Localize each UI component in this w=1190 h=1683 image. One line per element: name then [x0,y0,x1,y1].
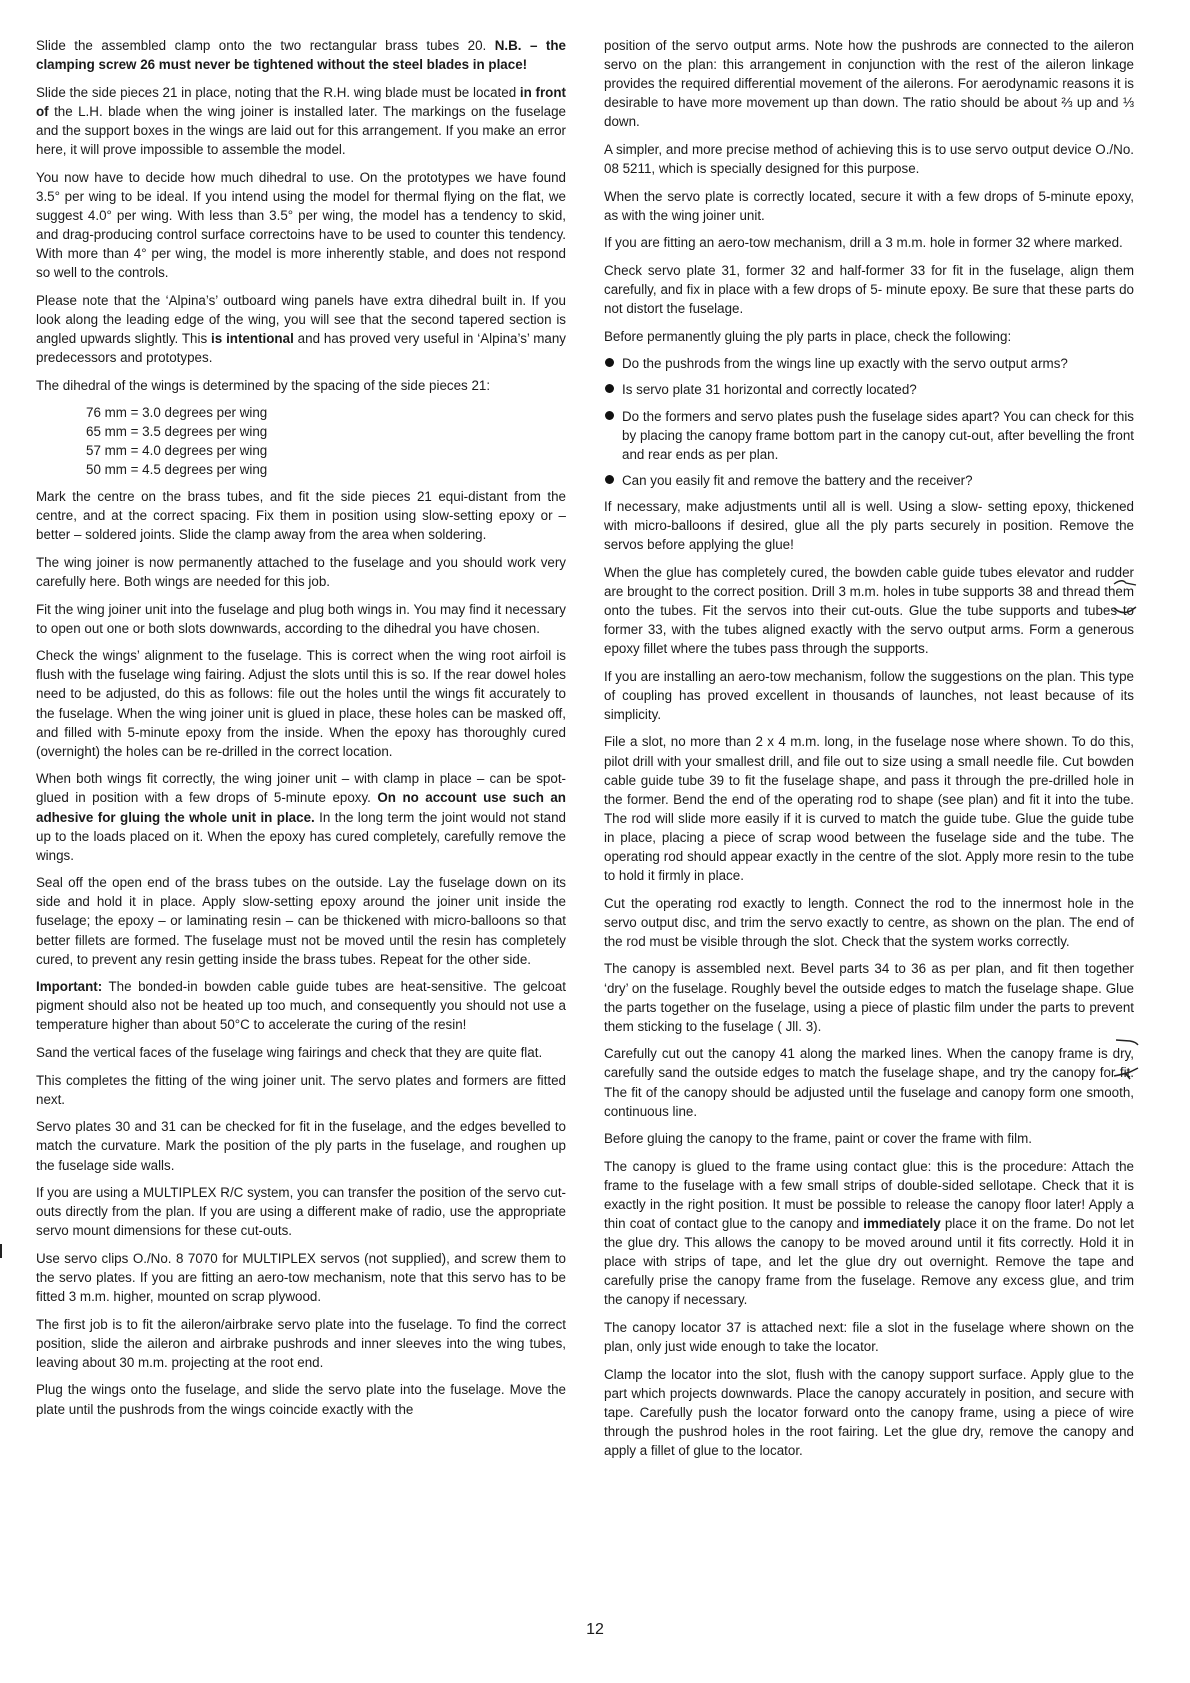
paragraph-text: position of the servo output arms. Note how the pushrods are connected to the aileron servo on the plan: this arrangement in conjunction with the rest of the aileron linkage provides the required differential movement of the ailerons. For aerodynamic reasons it is desirable to have more movement up than down. The ratio should be about ⅔ up and ⅓ down. [604,38,1134,130]
paragraph-text: A simpler, and more precise method of achieving this is to use servo output device O./No. 08 5211, which is specially designed for this purpose. [604,141,1134,177]
paragraph-text: Slide the side pieces 21 in place, noting that the R.H. wing blade must be located [36,84,520,100]
paragraph-text: Cut the operating rod exactly to length. Connect the rod to the innermost hole in the servo output disc, and trim the servo exactly to centre, as shown on the plan. The end of the rod must be visible through the slot. Check that the system works correctly. [604,895,1134,949]
paragraph-text: If you are using a MULTIPLEX R/C system, you can transfer the position of the servo cut-outs directly from the plan. If you are using a different make of radio, use the appropriate servo mount dimensions for these cut-outs. [36,1185,566,1239]
paragraph [36,36,566,74]
page-number: 12 [586,1621,604,1638]
paragraph [604,36,1134,131]
paragraph-text: The bonded-in bowden cable guide tubes are heat-sensitive. The gelcoat pigment should also not be heated up too much, and consequently you should not use a temperature higher than about 50°C to accelerate the curing of the resin! [36,979,566,1033]
paragraph [36,977,566,1034]
paragraph [604,732,1134,885]
paragraph [604,959,1134,1035]
paragraph-text: If you are fitting an aero-tow mechanism, drill a 3 m.m. hole in former 32 where marked. [604,235,1123,251]
paragraph-text: Fit the wing joiner unit into the fuselage and plug both wings in. You may find it necessary to open out one or both slots downwards, according to the dihedral you have chosen. [36,601,566,636]
paragraph [604,187,1134,225]
paragraph-text: You now have to decide how much dihedral to use. On the prototypes we have found 3.5° per wing to be ideal. If you intend using the model for thermal flying on the flat, we suggest 4.0° per wing. With less than 3.5° per wing, the model has a tendency to skid, and drag-producing control surface correctoins have to be used to counter this tendency. With more than 4° per wing, the model is more inherently stable, and does not respond so well to the controls. [36,169,566,281]
paragraph [604,140,1134,178]
emphasis-text: On no account use such an adhesive for gluing the whole unit in place. [36,790,566,825]
paragraph [36,769,566,864]
paragraph-text: Check servo plate 31, former 32 and half-former 33 for fit in the fuselage, align them carefully, and fix in place with a few drops of 5- minute epoxy. Be sure that these parts do not distort the fuselage. [604,262,1134,317]
dihedral-table [86,403,566,479]
pen-mark-icon [1112,576,1138,590]
emphasis-text: N.B. – the clamping screw 26 must never be tightened without the steel blades in place! [36,38,566,73]
paragraph-text: When the servo plate is correctly located, secure it with a few drops of 5-minute epoxy, as with the wing joiner unit. [604,188,1134,223]
paragraph-text: place it on the frame. Do not let the glue dry. This allows the canopy to be moved around until it fits correctly. Hold it in place with strips of tape, and let the glue dry out overnight. Remove the tape and carefully prise the canopy frame from the fuselage. Remove any excess glue, and trim the canopy if necessary. [604,1216,1134,1308]
paragraph-text: When both wings fit correctly, the wing joiner unit – with clamp in place – can be spot-glued in position with a few drops of 5-minute epoxy. [36,771,566,806]
pen-mark-icon [1112,1066,1140,1082]
paragraph-text: Seal off the open end of the brass tubes on the outside. Lay the fuselage down on its side and hold it in place. Apply slow-setting epoxy around the joiner unit inside the fuselage; the epoxy – or laminating resin – can be thickened with micro-balloons so that better fillets are formed. The fuselage must not be moved until the resin has completely cured, to prevent any resin getting inside the brass tubes. Repeat for the other side. [36,875,566,967]
paragraph [36,1043,566,1062]
emphasis-text: immediately [863,1216,941,1232]
dihedral-row-76: 76 mm = 3.0 degrees per wing [86,405,268,421]
paragraph-text: Before permanently gluing the ply parts in place, check the following: [604,328,1012,344]
paragraph-text: If you are installing an aero-tow mechanism, follow the suggestions on the plan. This type of coupling has proved excellent in thousands of launches, not least because of its simplicity. [604,668,1134,722]
paragraph [604,261,1134,318]
right-paragraphs-a [604,36,1134,346]
paragraph [36,1380,566,1418]
paragraph-text: Please note that the ‘Alpina’s’ outboard wing panels have extra dihedral built in. If you look along the leading edge of the wing, you will see that the second tapered section is angled upwards slightly. This [36,292,566,346]
paragraph [36,1071,566,1109]
dihedral-row-57: 57 mm = 4.0 degrees per wing [86,443,268,459]
paragraph [604,497,1134,554]
bullet-icon [605,411,614,420]
left-paragraphs-a [36,36,566,395]
paragraph-text: The canopy is assembled next. Bevel parts 34 to 36 as per plan, and fit then together ‘dry’ on the fuselage. Roughly bevel the outside edges to match the fuselage shape. Glue the parts together on the fuselage, using a piece of plastic film under the parts to prevent them sticking to the fuselage ( Jll. 3). [604,961,1134,1034]
right-paragraphs-b [604,497,1134,1460]
left-paragraphs-b [36,487,566,1419]
paragraph [36,553,566,591]
paragraph [604,1129,1134,1148]
paragraph [604,667,1134,724]
paragraph [604,1044,1134,1120]
paragraph [604,233,1134,252]
paragraph-text: File a slot, no more than 2 x 4 m.m. long, in the fuselage nose where shown. To do this, pilot drill with your smallest drill, and file out to size using a small needle file. Cut bowden cable guide tube 39 to fit the fuselage shape, and pass it through the pre-drilled hole in the former. Bend the end of the operating rod to shape (see plan) and fit it into the tube. The rod will slide more easily if it is curved to match the guide tube. Glue the guide tube in place, placing a piece of scrap wood between the fuselage side and the tube. The operating rod should appear exactly in the centre of the slot. Apply more resin to the tube to hold it firmly in place. [604,734,1134,884]
paragraph-text: This completes the fitting of the wing joiner unit. The servo plates and formers are fitted next. [36,1072,566,1107]
paragraph [36,168,566,283]
paragraph-text: Sand the vertical faces of the fuselage wing fairings and check that they are quite flat. [36,1045,543,1061]
paragraph-text: The canopy is glued to the frame using contact glue: this is the procedure: Attach the frame to the fuselage with a few small strips of double-sided sellotape. Check that it is exactly in the right position. It must be possible to release the canopy floor later! Apply a thin coat of contact glue to the canopy and [604,1158,1134,1232]
paragraph-text: The canopy locator 37 is attached next: file a slot in the fuselage where shown on the plan, only just wide enough to take the locator. [604,1320,1134,1355]
paragraph [604,894,1134,951]
paragraph [604,327,1134,346]
paragraph [36,376,566,395]
paragraph-text: Before gluing the canopy to the frame, paint or cover the frame with film. [604,1131,1032,1147]
left-column [36,36,566,1427]
paragraph [604,563,1134,658]
paragraph [604,1365,1134,1460]
paragraph-text: The dihedral of the wings is determined by the spacing of the side pieces 21: [36,377,491,393]
scan-edge-mark [0,1244,2,1258]
paragraph-text: Plug the wings onto the fuselage, and slide the servo plate into the fuselage. Move the plate until the pushrods from the wings coincide exactly with the [36,1382,566,1417]
paragraph [36,83,566,159]
checklist-item: Can you easily fit and remove the battery and the receiver? [604,471,1134,490]
paragraph [36,1249,566,1306]
paragraph [36,600,566,638]
paragraph-text: Slide the assembled clamp onto the two rectangular brass tubes 20. [36,38,495,53]
checklist-item: Do the formers and servo plates push the fuselage sides apart? You can check for this by placing the canopy frame bottom part in the canopy cut-out, after bevelling the front and rear ends as per plan. [604,407,1134,464]
paragraph [36,487,566,544]
paragraph [36,1117,566,1174]
emphasis-text: is intentional [211,330,294,346]
paragraph-text: The first job is to fit the aileron/airbrake servo plate into the fuselage. To find the correct position, slide the aileron and airbrake pushrods and inner sleeves into the wing tubes, leaving about 30 m.m. projecting at the root end. [36,1316,566,1370]
paragraph-text: Carefully cut out the canopy 41 along the marked lines. When the canopy frame is dry, carefully sand the outside edges to match the fuselage shape, and try the canopy for fit. The fit of the canopy should be adjusted until the fuselage and canopy form one smooth, continuous line. [604,1046,1134,1119]
dihedral-row-65: 65 mm = 3.5 degrees per wing [86,424,268,440]
paragraph [604,1157,1134,1310]
paragraph-text: Servo plates 30 and 31 can be checked for fit in the fuselage, and the edges bevelled to match the curvature. Mark the position of the ply parts in the fuselage, and roughen up the fuselage side walls. [36,1119,566,1173]
right-column [604,36,1134,1469]
emphasis-text: in front of [36,84,567,119]
paragraph [604,1318,1134,1356]
paragraph-text: If necessary, make adjustments until all is well. Using a slow- setting epoxy, thickened with micro-balloons if desired, glue all the ply parts securely in position. Remove the servos before applying the glue! [604,498,1134,553]
checklist [604,354,1134,490]
paragraph-text: Check the wings’ alignment to the fuselage. This is correct when the wing root airfoil is flush with the fuselage wing fairing. Adjust the slots until this is so. If the rear dowel holes need to be adjusted, do this as follows: file out the holes until the wings fit accurately to the fuselage. When the wing joiner unit is glued in place, these holes can be masked off, and filled with 5-minute epoxy from the inside. When the epoxy has thoroughly cured (overnight) the holes can be re-drilled in the correct location. [36,648,566,759]
paragraph [36,873,566,968]
paragraph [36,291,566,367]
checklist-item: Is servo plate 31 horizontal and correctly located? [604,380,1134,399]
paragraph [36,1315,566,1372]
paragraph-text: and has proved very useful in ‘Alpina’s’ many predecessors and prototypes. [36,330,566,365]
bullet-icon [605,384,614,393]
paragraph-text: The wing joiner is now permanently attached to the fuselage and you should work very carefully here. Both wings are needed for this job. [36,554,566,589]
bullet-icon [605,475,614,484]
paragraph-text: In the long term the joint would not stand up to the loads placed on it. When the epoxy has cured completely, carefully remove the wings. [36,809,567,863]
paragraph-text: Use servo clips O./No. 8 7070 for MULTIPLEX servos (not supplied), and screw them to the servo plates. If you are fitting an aero-tow mechanism, note that this servo has to be fitted 3 m.m. higher, mounted on scrap plywood. [36,1250,566,1305]
bullet-icon [605,358,614,367]
paragraph-text: the L.H. blade when the wing joiner is installed later. The markings on the fuselage and the support boxes in the wings are laid out for this arrangement. If you make an error here, it will prove impossible to assemble the model. [36,103,566,157]
paragraph-text: Mark the centre on the brass tubes, and fit the side pieces 21 equi-distant from the centre, and at the correct spacing. Fix them in position using slow-setting epoxy or – better – soldered joints. Slide the clamp away from the area when soldering. [36,489,566,543]
dihedral-row-50: 50 mm = 4.5 degrees per wing [86,462,268,478]
checklist-item: Do the pushrods from the wings line up exactly with the servo output arms? [604,354,1134,373]
pen-mark-icon [1114,1036,1140,1048]
paragraph-text: Clamp the locator into the slot, flush with the canopy support surface. Apply glue to the part which projects downwards. Place the canopy accurately in position, and secure with tape. Carefully push the locator forward onto the canopy frame, using a piece of wire through the pushrod holes in the root fairing. Let the glue dry, remove the canopy and apply a fillet of glue to the locator. [604,1366,1134,1459]
pen-mark-icon [1112,604,1138,618]
paragraph [36,1183,566,1240]
paragraph-text: When the glue has completely cured, the bowden cable guide tubes elevator and rudder are brought to the correct position. Drill 3 m.m. holes in tube supports 38 and thread them onto the tubes. Fit the servos into their cut-outs. Glue the tube supports and tubes to former 33, with the tubes aligned exactly with the servo output arms. Form a generous epoxy fillet where the tubes pass through the supports. [604,564,1134,657]
paragraph [36,646,566,761]
emphasis-text: Important: [36,979,103,995]
